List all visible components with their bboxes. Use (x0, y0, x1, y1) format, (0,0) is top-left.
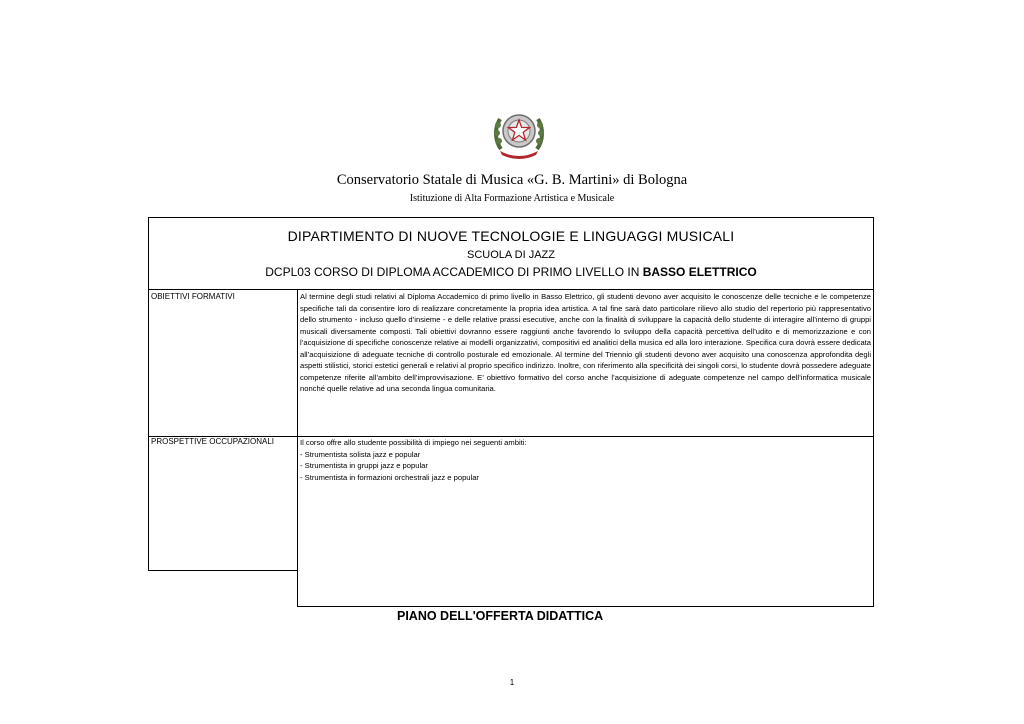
careers-cell (297, 436, 874, 607)
objectives-cell (297, 289, 874, 436)
course-header-box (148, 217, 874, 290)
institution-name: Conservatorio Statale di Musica «G. B. Martini» di Bologna (336, 172, 688, 188)
row-divider (148, 436, 298, 437)
department-title: DIPARTIMENTO DI NUOVE TECNOLOGIE E LINGUAGGI MUSICALI (287, 228, 735, 244)
list-item: - Strumentista in gruppi jazz e popular (300, 461, 428, 470)
list-item: - Strumentista in formazioni orchestrali jazz e popular (300, 472, 479, 482)
course-title (149, 265, 873, 279)
objectives-label: OBIETTIVI FORMATIVI (151, 292, 235, 301)
list-item: - Strumentista solista jazz e popular (300, 449, 421, 459)
labels-column (148, 289, 298, 571)
careers-label: PROSPETTIVE OCCUPAZIONALI (151, 437, 274, 446)
republic-emblem-icon (491, 105, 547, 161)
course-title-prefix: DCPL03 CORSO DI DIPLOMA ACCADEMICO DI PRIMO LIVELLO IN (265, 265, 643, 279)
course-instrument: BASSO ELETTRICO (642, 265, 757, 279)
school-name: SCUOLA DI JAZZ (466, 249, 556, 261)
page-number: 1 (509, 678, 515, 687)
objectives-text: Al termine degli studi relativi al Diploma Accademico di primo livello in Basso Elettrico, gli studenti devono aver acquisito le conoscenze delle tecniche e le competenze specifiche tali da consentire loro di realizzare concretamente la propria idea artistica. A tal fine sarà dato particolare rilievo allo studio del repertorio più rappresentativo dello strumento - incluso quello d’insieme - e delle relative prassi esecutive, anche con la finalità di sviluppare la capacità dello studente di interagire all’interno di gruppi musicali diversamente composti. Tali obiettivi dovranno essere raggiunti anche favorendo lo sviluppo della capacità percettiva dell’udito e di memorizzazione e con l’acquisizione di specifiche conoscenze relative ai modelli organizzativi, compositivi ed analitici della musica ed alla loro interazione. Specifica cura dovrà essere dedicata all’acquisizione di adeguate tecniche di controllo posturale ed emozionale. Al termine del Triennio gli studenti devono aver acquisito una conoscenza approfondita degli aspetti stilistici, storici estetici generali e relativi al proprio specifico indirizzo. Inoltre, con riferimento alla specificità dei singoli corsi, lo studente dovrà possedere adeguate competenze riferite all’ambito dell’improvvisazione. E’ obiettivo formativo del corso anche l’acquisizione di adeguate competenze nel campo dell’informatica musicale nonché quelle relative ad una seconda lingua comunitaria. (300, 292, 871, 393)
careers-list (300, 437, 871, 483)
careers-intro: Il corso offre allo studente possibilità di impiego nei seguenti ambiti: (300, 438, 527, 447)
piano-offerta-title: PIANO DELL'OFFERTA DIDATTICA (397, 609, 604, 623)
institution-subtitle: Istituzione di Alta Formazione Artistica e Musicale (409, 193, 615, 204)
